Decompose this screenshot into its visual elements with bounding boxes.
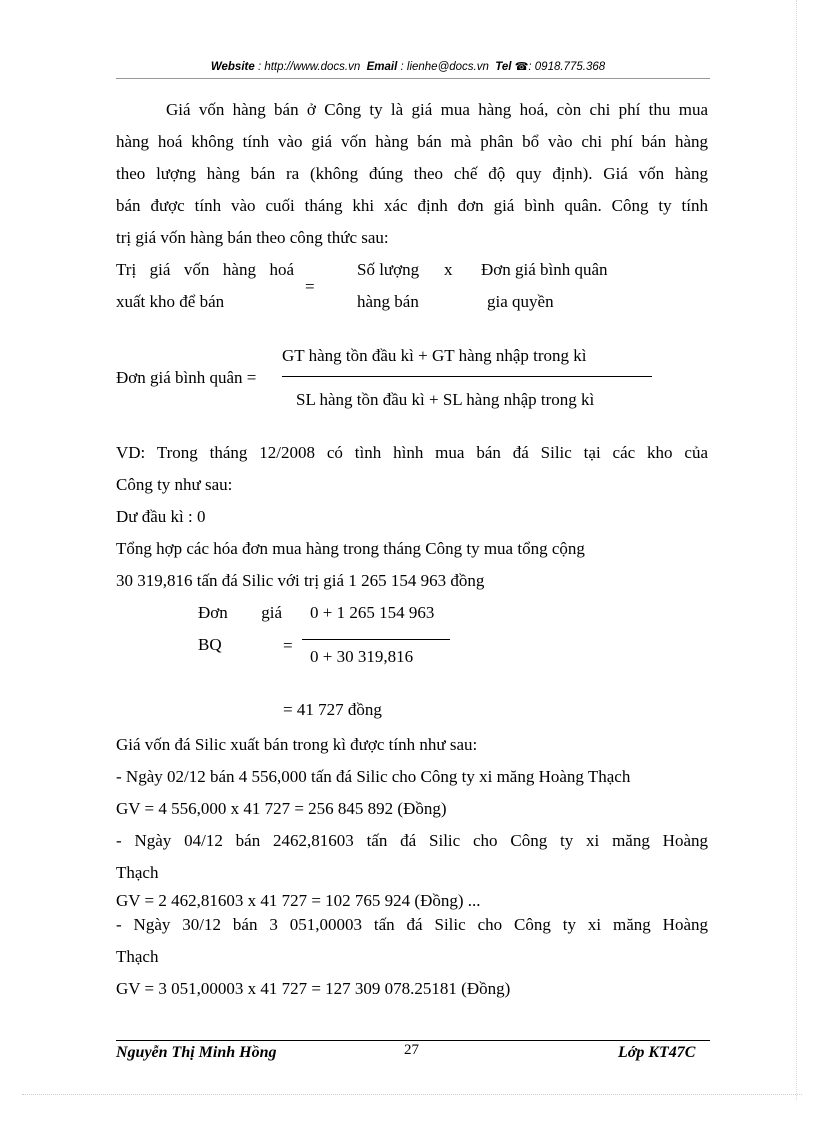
email-value: : lienhe@docs.vn <box>400 61 489 73</box>
purchase-summary: Tổng hợp các hóa đơn mua hàng trong tháng Công ty mua tổng cộng <box>116 539 585 558</box>
formula1-left-line2: xuất kho để bán <box>116 292 225 311</box>
example-line: VD: Trong tháng 12/2008 có tình hình mua bán đá Silic tại các kho của <box>116 443 708 462</box>
formula1-right-line1: Đơn giá bình quân <box>481 260 608 279</box>
calc-label-line1: Đơn giá <box>198 603 282 622</box>
page-edge-bottom <box>22 1094 802 1095</box>
footer-class: Lớp KT47C <box>618 1044 696 1061</box>
calc-fraction-bar <box>302 639 450 640</box>
sale-entry: Thạch <box>116 863 159 882</box>
page-header <box>0 60 816 73</box>
formula1-mid-line1: Số lượng <box>357 260 420 279</box>
formula1-right-line2: gia quyền <box>487 292 554 311</box>
footer-author: Nguyễn Thị Minh Hồng <box>116 1044 277 1061</box>
opening-balance: Dư đầu kì : 0 <box>116 507 206 526</box>
phone-icon: ☎ <box>514 61 529 73</box>
example-paragraph <box>116 437 708 597</box>
formula2-denominator: SL hàng tồn đầu kì + SL hàng nhập trong kì <box>296 390 595 409</box>
header-rule <box>116 78 710 79</box>
tel-label: Tel <box>495 61 512 73</box>
intro-line: Giá vốn hàng bán ở Công ty là giá mua hàng hoá, còn chi phí thu mua <box>166 100 708 119</box>
sale-entry: - Ngày 30/12 bán 3 051,00003 tấn đá Silic cho Công ty xi măng Hoàng <box>116 915 708 934</box>
email-label: Email <box>366 61 398 73</box>
page-number: 27 <box>404 1042 419 1058</box>
formula1-left-line1: Trị giá vốn hàng hoá <box>116 260 294 279</box>
formula1-equals: = <box>305 277 315 296</box>
calc-result: = 41 727 đồng <box>283 700 382 719</box>
formula2-numerator: GT hàng tồn đầu kì + GT hàng nhập trong kì <box>282 346 587 365</box>
footer-rule <box>116 1040 710 1041</box>
intro-line: trị giá vốn hàng bán theo công thức sau: <box>116 228 389 247</box>
sale-entry: Thạch <box>116 947 159 966</box>
intro-paragraph <box>116 94 708 254</box>
cost-paragraph <box>116 729 708 889</box>
intro-line: hàng hoá không tính vào giá vốn hàng bán mà phân bổ vào chi phí bán hàng <box>116 132 708 151</box>
example-line: Công ty như sau: <box>116 475 233 494</box>
formula1-mid-line2: hàng bán <box>357 292 419 311</box>
formula2-fraction-bar <box>282 376 652 377</box>
website-value: : http://www.docs.vn <box>257 61 361 73</box>
website-label: Website <box>210 61 255 73</box>
formula1-times: x <box>444 260 453 279</box>
calc-denominator: 0 + 30 319,816 <box>310 647 414 666</box>
cost-of-goods-line: GV = 4 556,000 x 41 727 = 256 845 892 (Đồng) <box>116 799 447 818</box>
tel-value: : 0918.775.368 <box>528 61 606 73</box>
page-edge-right <box>796 0 797 1100</box>
intro-line: bán được tính vào cuối tháng khi xác định đơn giá bình quân. Công ty tính <box>116 196 708 215</box>
cost-of-goods-line: GV = 3 051,00003 x 41 727 = 127 309 078.25181 (Đồng) <box>116 979 511 998</box>
calc-numerator: 0 + 1 265 154 963 <box>310 603 435 622</box>
cost-of-goods-line: GV = 2 462,81603 x 41 727 = 102 765 924 (Đồng) ... <box>116 891 481 910</box>
calc-equals: = <box>283 636 293 655</box>
sale-entry: - Ngày 02/12 bán 4 556,000 tấn đá Silic cho Công ty xi măng Hoàng Thạch <box>116 767 631 786</box>
intro-line: theo lượng hàng bán ra (không đúng theo chế độ quy định). Giá vốn hàng <box>116 164 708 183</box>
sale-entry: - Ngày 04/12 bán 2462,81603 tấn đá Silic cho Công ty xi măng Hoàng <box>116 831 708 850</box>
cost-intro: Giá vốn đá Silic xuất bán trong kì được tính như sau: <box>116 735 478 754</box>
cost-paragraph-2 <box>116 909 708 1005</box>
purchase-summary: 30 319,816 tấn đá Silic với trị giá 1 265 154 963 đồng <box>116 571 485 590</box>
calc-label-line2: BQ <box>198 635 222 654</box>
formula2-label: Đơn giá bình quân = <box>116 368 257 387</box>
